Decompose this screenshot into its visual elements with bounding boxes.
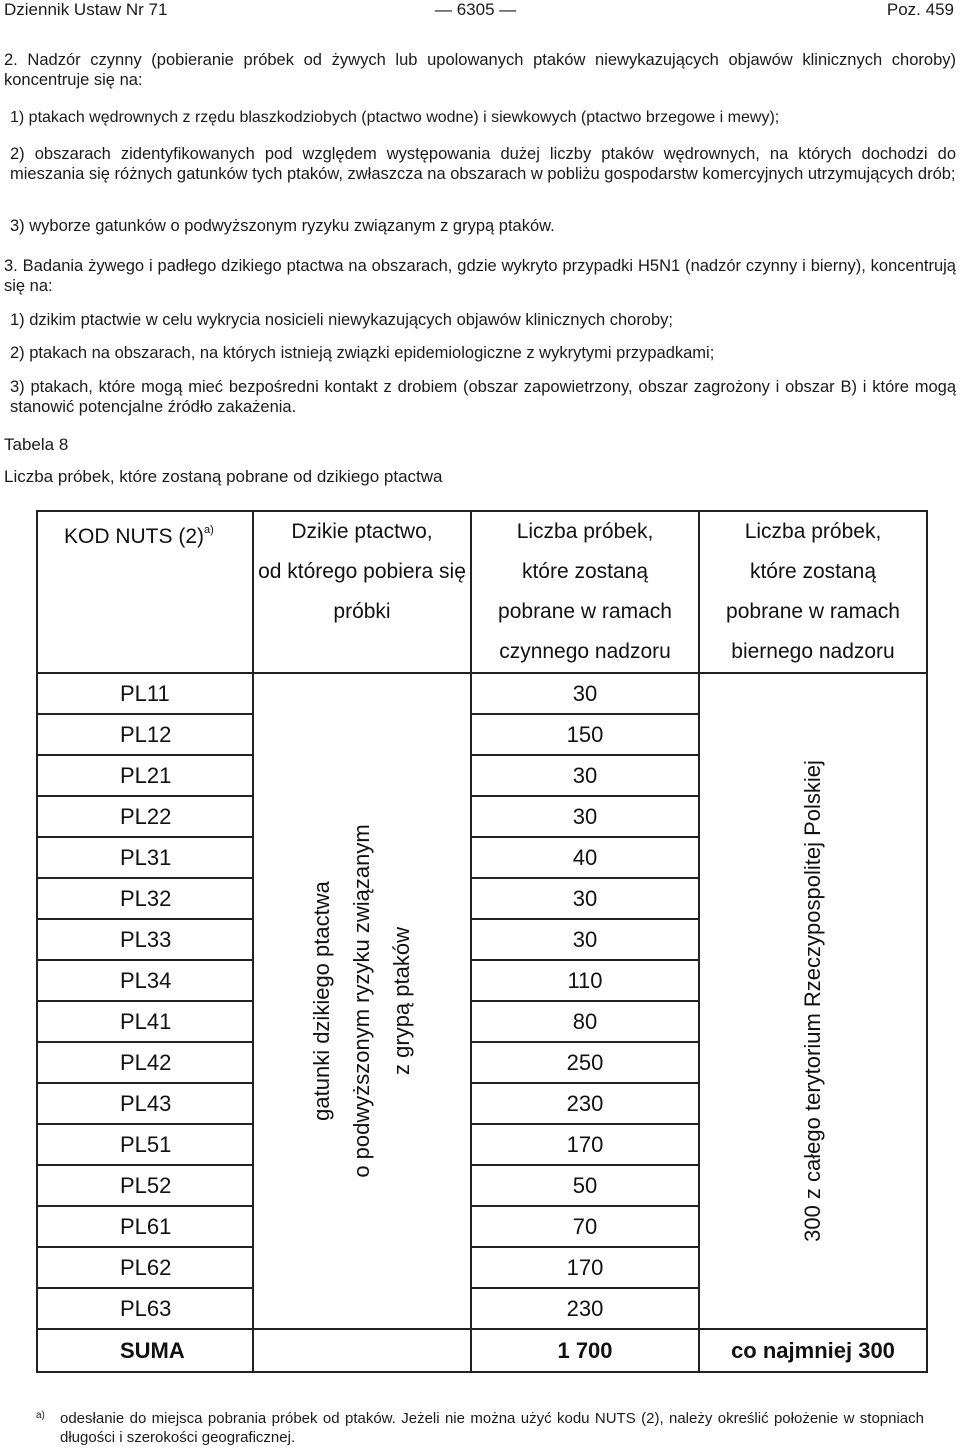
active-count-cell: 30: [471, 919, 699, 960]
active-count-cell: 30: [471, 755, 699, 796]
nuts-code-cell: PL22: [37, 796, 253, 837]
active-count-cell: 230: [471, 1288, 699, 1329]
nuts-code-cell: PL11: [37, 673, 253, 714]
position-number: Poz. 459: [886, 0, 954, 19]
sum-label-cell: SUMA: [37, 1329, 253, 1372]
paragraph-2-item-2: 2) obszarach zidentyfikowanych pod względem występowania dużej liczby ptaków wędrownych, na których dochodzi do mieszania się różnych gatunków tych ptaków, zwłaszcza na obszarach w pobliżu gospodarstw komercyjnych utrzymujących drób;: [10, 145, 956, 183]
samples-table: [36, 510, 928, 1373]
active-count-cell: 50: [471, 1165, 699, 1206]
page-number: — 6305 —: [435, 0, 517, 19]
header-species-line: próbki: [333, 600, 391, 623]
species-merged-cell: [253, 673, 471, 1329]
table-sum-row: [37, 1329, 927, 1372]
table-title: Liczba próbek, które zostaną pobrane od dzikiego ptactwa: [4, 467, 443, 486]
header-active-line: czynnego nadzoru: [499, 640, 671, 663]
nuts-code-cell: PL52: [37, 1165, 253, 1206]
active-count-cell: 150: [471, 714, 699, 755]
nuts-code-cell: PL12: [37, 714, 253, 755]
nuts-code-cell: PL51: [37, 1124, 253, 1165]
paragraph-2-item-1: 1) ptakach wędrownych z rzędu blaszkodziobych (ptactwo wodne) i siewkowych (ptactwo brzegowe i mewy);: [10, 109, 780, 126]
header-species-line: od którego pobiera się: [258, 560, 466, 583]
paragraph-3-item-3: 3) ptakach, które mogą mieć bezpośredni kontakt z drobiem (obszar zapowietrzony, obszar zagrożony i obszar B) i które mogą stanowić potencjalne źródło zakażenia.: [10, 378, 956, 416]
sum-species-cell: [253, 1329, 471, 1372]
nuts-code-cell: PL41: [37, 1001, 253, 1042]
header-active-line: które zostaną: [521, 560, 649, 583]
active-count-cell: 250: [471, 1042, 699, 1083]
header-passive-line: biernego nadzoru: [731, 640, 895, 663]
page-header: [0, 0, 960, 20]
active-count-cell: 30: [471, 796, 699, 837]
header-species: [253, 511, 471, 673]
paragraph-3-item-2: 2) ptakach na obszarach, na których istnieją związki epidemiologiczne z wykrytymi przypadkami;: [10, 344, 715, 362]
active-count-cell: 170: [471, 1247, 699, 1288]
header-footnote-marker: a): [204, 524, 214, 536]
nuts-code-cell: PL43: [37, 1083, 253, 1124]
active-count-cell: 70: [471, 1206, 699, 1247]
nuts-code-cell: PL62: [37, 1247, 253, 1288]
species-vertical-text: [302, 824, 422, 1177]
active-count-cell: 40: [471, 837, 699, 878]
sum-passive-cell: co najmniej 300: [699, 1329, 927, 1372]
active-count-cell: 30: [471, 878, 699, 919]
nuts-code-cell: PL33: [37, 919, 253, 960]
table-footnote: [36, 1409, 924, 1446]
header-passive-surveillance: [699, 511, 927, 673]
table-label: Tabela 8: [4, 435, 69, 454]
active-count-cell: 230: [471, 1083, 699, 1124]
active-count-cell: 170: [471, 1124, 699, 1165]
header-nuts-code-text: KOD NUTS (2): [64, 525, 205, 548]
header-species-line: Dzikie ptactwo,: [291, 520, 433, 543]
active-count-cell: 80: [471, 1001, 699, 1042]
journal-title: Dziennik Ustaw Nr 71: [4, 0, 168, 19]
passive-merged-cell: [699, 673, 927, 1329]
paragraph-3-item-1: 1) dzikim ptactwie w celu wykrycia nosicieli niewykazujących objawów klinicznych choroby;: [10, 311, 673, 329]
species-vertical-line: z grypą ptaków: [389, 927, 414, 1075]
nuts-code-cell: PL61: [37, 1206, 253, 1247]
sum-active-cell: 1 700: [471, 1329, 699, 1372]
header-passive-line: Liczba próbek,: [744, 520, 882, 543]
footnote-text: odesłanie do miejsca pobrania próbek od ptaków. Jeżeli nie można użyć kodu NUTS (2), należy określić położenie w stopniach długości i szerokości geograficznej.: [60, 1410, 924, 1446]
paragraph-2: 2. Nadzór czynny (pobieranie próbek od żywych lub upolowanych ptaków niewykazujących objawów klinicznych choroby) koncentruje się na:: [4, 51, 956, 89]
header-passive-line: które zostaną: [749, 560, 877, 583]
table-row: [37, 673, 927, 714]
passive-vertical-text: 300 z całego terytorium Rzeczypospolitej Polskiej: [800, 760, 825, 1242]
header-active-line: Liczba próbek,: [516, 520, 654, 543]
header-active-line: pobrane w ramach: [498, 600, 672, 623]
paragraph-2-item-3: 3) wyborze gatunków o podwyższonym ryzyku związanym z grypą ptaków.: [10, 217, 555, 235]
nuts-code-cell: PL42: [37, 1042, 253, 1083]
active-count-cell: 30: [471, 673, 699, 714]
species-vertical-line: gatunki dzikiego ptactwa: [309, 881, 334, 1121]
header-passive-line: pobrane w ramach: [726, 600, 900, 623]
species-vertical-line: o podwyższonym ryzyku związanym: [349, 824, 374, 1178]
nuts-code-cell: PL21: [37, 755, 253, 796]
header-nuts-code: [37, 511, 253, 673]
nuts-code-cell: PL34: [37, 960, 253, 1001]
nuts-code-cell: PL31: [37, 837, 253, 878]
table-header-row: [37, 511, 927, 673]
nuts-code-cell: PL32: [37, 878, 253, 919]
header-active-surveillance: [471, 511, 699, 673]
paragraph-3: 3. Badania żywego i padłego dzikiego ptactwa na obszarach, gdzie wykryto przypadki H5N1 (nadzór czynny i bierny), koncentrują się na:: [4, 257, 956, 295]
active-count-cell: 110: [471, 960, 699, 1001]
footnote-marker: a): [36, 1410, 45, 1421]
nuts-code-cell: PL63: [37, 1288, 253, 1329]
